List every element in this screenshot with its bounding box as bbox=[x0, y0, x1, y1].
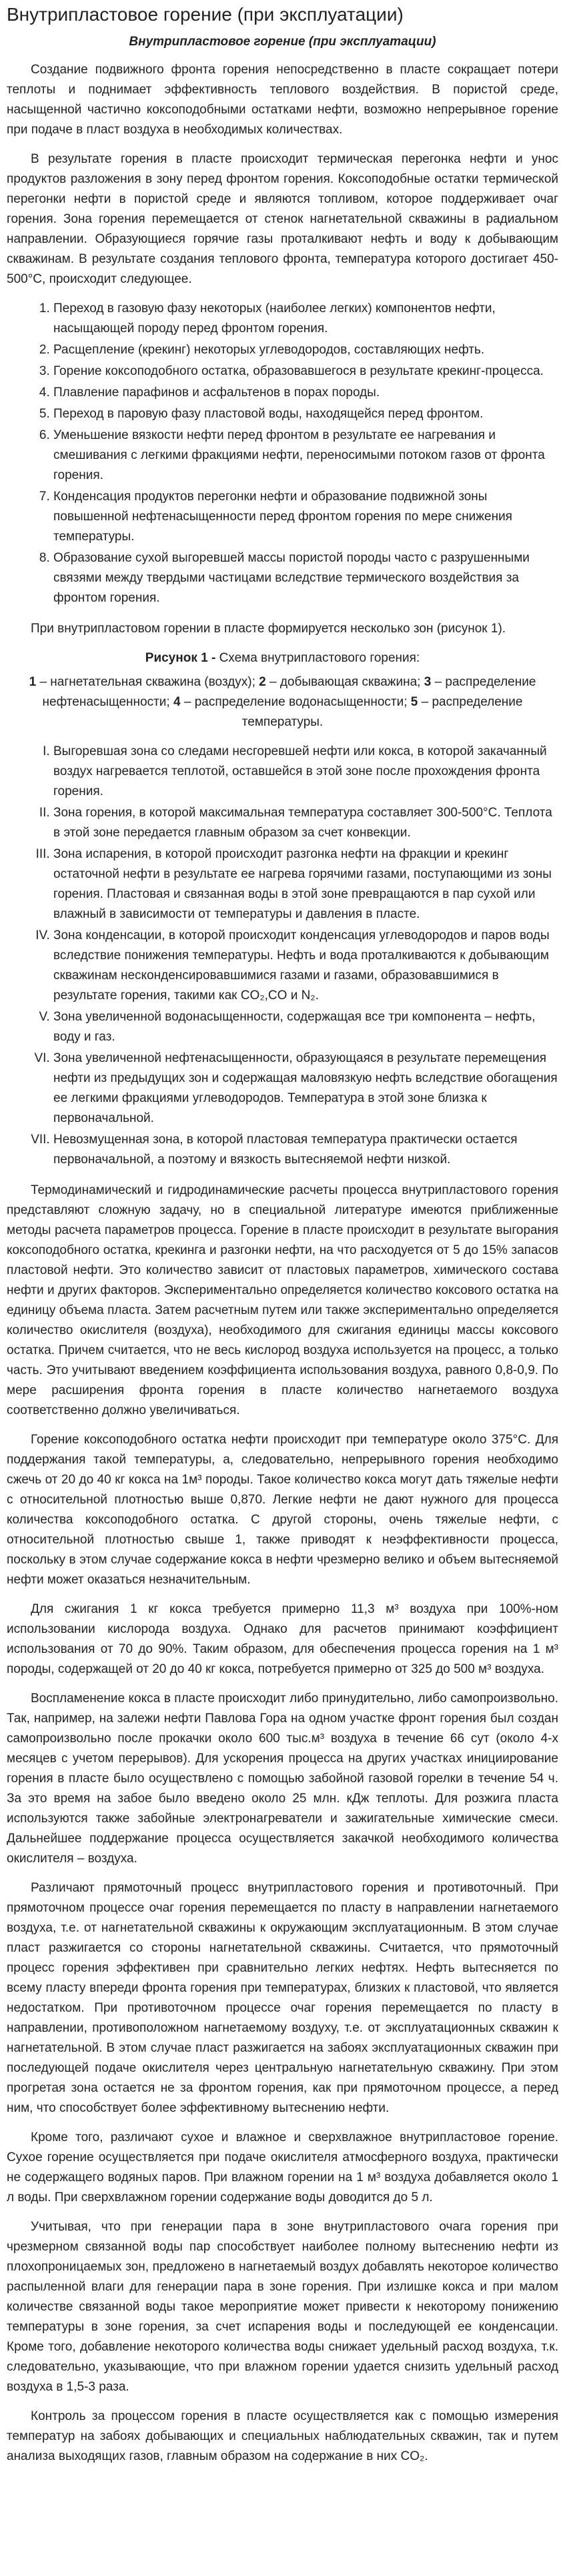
list-item: 1. Переход в газовую фазу некоторых (наиболее легких) компонентов нефти, насыщающей породу перед фронтом горения. bbox=[53, 299, 558, 339]
process-intro-paragraph: В результате горения в пласте происходит термическая перегонка нефти и унос продуктов разложения в зону перед фронтом горения. Коксоподобные остатки термической перегонки нефти в пористой среде и являются топливом, которое поддерживает очаг горения. Зона горения перемещается от стенок нагнетательной скважины в радиальном направлении. Образующиеся горячие газы проталкивают нефть и воду к добывающим скважинам. В результате создания теплового фронта, температура которого достигает 450-500°С, происходит следующее. bbox=[7, 152, 558, 286]
list-item: 2. Расщепление (крекинг) некоторых углеводородов, составляющих нефть. bbox=[53, 340, 558, 360]
document-page bbox=[0, 3, 565, 2467]
list-item: III. Зона испарения, в которой происходит разгонка нефти на фракции и крекинг остаточной нефти в результате ее нагрева горячими газами, поступающими из зоны горения. Пластовая и связанная воды в этой зоне превращаются в пар сухой или влажный в зависимости от температуры и давления в пласте. bbox=[53, 844, 558, 924]
body-paragraph: Термодинамический и гидродинамические расчеты процесса внутрипластового горения представляют сложную задачу, но в специальной литературе имеются приближенные методы расчета параметров процесса. Горение в пласте происходит в результате выгорания коксоподобного остатка, крекинга и разгонки нефти, на что расходуется от 5 до 15% запасов пластовой нефти. Это количество зависит от пластовых параметров, химического состава нефти и других факторов. Экспериментально определяется количество коксового остатка на единицу объема пласта. Затем расчетным путем или также экспериментально определяется количество окислителя (воздуха), необходимого для сжигания единицы массы коксового остатка. Причем считается, что не весь кислород воздуха используется на процесс, а только часть. Это учитывают введением коэффициента использования воздуха, равного 0,8-0,9. По мере расширения фронта горения в пласте количество нагнетаемого воздуха соответственно должно увеличиваться. bbox=[7, 1183, 558, 1417]
caption-text: – распределение температуры. bbox=[241, 695, 523, 729]
list-item: 5. Переход в паровую фазу пластовой воды, находящейся перед фронтом. bbox=[53, 404, 558, 424]
body-paragraph: Контроль за процессом горения в пласте осуществляется как с помощью измерения температур на забоях добывающих и специальных наблюдательных скважин, так и путем анализа выходящих газов, главным образом на содержание в них CO₂. bbox=[7, 2409, 558, 2463]
caption-num: 3 bbox=[424, 675, 432, 689]
body-paragraph: Различают прямоточный процесс внутрипластового горения и противоточный. При прямоточном процессе очаг горения перемещается по пласту в направлении нагнетаемого воздуха, т.е. от нагнетательной скважины к окружающим эксплуатационным. В этом случае пласт разжигается со стороны нагнетательной скважины. Считается, что прямоточный процесс горения эффективен при сравнительно легких нефтях. Нефть вытесняется по всему пласту впереди фронта горения при температурах, близких к пластовой, что является недостатком. При противоточном процессе очаг горения перемещается по пласту в направлении, противоположном нагнетаемому воздуху, т.е. от эксплуатационных скважин к нагнетательной. В этом случае пласт разжигается на забоях эксплуатационных скважин при последующей подаче окислителя через центральную нагнетательную скважину. При этом прогретая зона остается не за фронтом горения, как при прямоточном процессе, а перед ним, что способствует более эффективному вытеснению нефти. bbox=[7, 1881, 558, 2115]
list-item: 6. Уменьшение вязкости нефти перед фронтом в результате ее нагревания и смешивания с легкими фракциями нефти, переносимыми потоком газов от фронта горения. bbox=[53, 426, 558, 486]
caption-text: – добывающая скважина; bbox=[269, 675, 421, 689]
caption-num: 4 bbox=[173, 695, 181, 709]
body-paragraph: Кроме того, различают сухое и влажное и сверхвлажное внутрипластовое горение. Сухое горение осуществляется при подаче окислителя атмосферного воздуха, практически не содержащего водяных паров. При влажном горении на 1 м³ воздуха добавляется около 1 л воды. При сверхвлажном горении содержание воды доводится до 5 л. bbox=[7, 2130, 558, 2204]
caption-text: – распределение водонасыщенности; bbox=[183, 695, 408, 709]
list-item: VII. Невозмущенная зона, в которой пластовая температура практически остается первоначальной, а поэтому и вязкость вытесняемой нефти низкой. bbox=[53, 1130, 558, 1170]
list-item: I. Выгоревшая зона со следами несгоревшей нефти или кокса, в которой закачанный воздух нагревается теплотой, оставшейся в этой зоне после прохождения фронта горения. bbox=[53, 742, 558, 802]
intro-paragraph: Создание подвижного фронта горения непосредственно в пласте сокращает потери теплоты и поднимает эффективность теплового воздействия. В пористой среде, насыщенной частично коксоподобными остатками нефти, возможно непрерывное горение при подаче в пласт воздуха в необходимых количествах. bbox=[7, 63, 558, 137]
caption-num: 5 bbox=[410, 695, 418, 709]
list-item: 3. Горение коксоподобного остатка, образовавшегося в результате крекинг-процесса. bbox=[53, 362, 558, 382]
figure-title bbox=[7, 648, 558, 668]
caption-num: 1 bbox=[29, 675, 37, 689]
body-paragraph: Учитывая, что при генерации пара в зоне внутрипластового очага горения при чрезмерном связанной воды пар способствует наиболее полному вытеснению нефти из плохопроницаемых зон, предложено в нагнетаемый воздух добавлять некоторое количество распыленной влаги для генерации пара в зоне горения. При излишке кокса и при малом количестве связанной воды такое мероприятие может привести к некоторому понижению температуры в зоне горения, за счет испарения воды и последующей ее конденсации. Кроме того, добавление некоторого количества воды снижает удельный расход воздуха, т.к. следовательно, указывающие, что при влажном горении удается снизить удельный расход воздуха в 1,5-3 раза. bbox=[7, 2220, 558, 2394]
body-paragraph: Горение коксоподобного остатка нефти происходит при температуре около 375°С. Для поддержания такой температуры, а, следовательно, непрерывного горения необходимо сжечь от 20 до 40 кг кокса на 1м³ породы. Такое количество кокса могут дать тяжелые нефти с относительной плотностью выше 0,870. Легкие нефти не дают нужного для процесса количества коксоподобного остатка. С другой стороны, очень тяжелые нефти, с относительной плотностью свыше 1, также приводят к неэффективности процесса, поскольку в этом случае содержание кокса в нефти чрезмерно велико и объем вытесняемой нефти может оказаться незначительным. bbox=[7, 1433, 558, 1587]
caption-text: – нагнетательная скважина (воздух); bbox=[39, 675, 255, 689]
list-item: IV. Зона конденсации, в которой происходит конденсация углеводородов и паров воды вследствие понижения температуры. Нефть и вода проталкиваются к добывающим скважинам несконденсировавшимися газами и газами, образовавшимися в результате горения, такими как CO₂,CO и N₂. bbox=[53, 926, 558, 1006]
figure-title-text: Схема внутрипластового горения: bbox=[219, 651, 420, 665]
list-item: II. Зона горения, в которой максимальная температура составляет 300-500°С. Теплота в этой зоне передается главным образом за счет конвекции. bbox=[53, 803, 558, 843]
zones-list bbox=[7, 742, 558, 1170]
body-paragraph: Воспламенение кокса в пласте происходит либо принудительно, либо самопроизвольно. Так, например, на залежи нефти Павлова Гора на одном участке фронт горения был создан самопроизвольно после прокачки около 600 тыс.м³ воздуха в течение 66 сут (около 4-х месяцев с учетом перерывов). Для ускорения процесса на других участках инициирование горения в пласте было осуществлено с помощью забойной газовой горелки в течение 54 ч. За это время на забое было введено около 25 млн. кДж теплоты. Для розжига пласта используются также забойные электронагреватели и зажигательные химические смеси. Дальнейшее поддержание процесса осуществляется закачкой необходимого количества окислителя – воздуха. bbox=[7, 1692, 558, 1866]
list-item: 4. Плавление парафинов и асфальтенов в порах породы. bbox=[53, 383, 558, 403]
page-title: Внутрипластовое горение (при эксплуатации) bbox=[7, 4, 404, 25]
figure-label: Рисунок 1 - bbox=[145, 651, 216, 665]
body-paragraph: Для сжигания 1 кг кокса требуется примерно 11,3 м³ воздуха при 100%-ном использовании кислорода воздуха. Однако для расчетов принимают коэффициент использования от 70 до 90%. Таким образом, для обеспечения процесса горения на 1 м³ породы, содержащей от 20 до 40 кг кокса, потребуется примерно от 325 до 500 м³ воздуха. bbox=[7, 1602, 558, 1676]
zones-intro-paragraph: При внутрипластовом горении в пласте формируется несколько зон (рисунок 1). bbox=[31, 622, 506, 636]
process-steps-list bbox=[7, 299, 558, 608]
list-item: V. Зона увеличенной водонасыщенности, содержащая все три компонента – нефть, воду и газ. bbox=[53, 1007, 558, 1047]
caption-num: 2 bbox=[259, 675, 266, 689]
list-item: VI. Зона увеличенной нефтенасыщенности, образующаяся в результате перемещения нефти из предыдущих зон и содержащая маловязкую нефть вследствие обогащения ее легкими фракциями углеводородов. Температура в этой зоне близка к первоначальной. bbox=[53, 1049, 558, 1129]
caption-text: – распределение нефтенасыщенности; bbox=[42, 675, 536, 709]
list-item: 7. Конденсация продуктов перегонки нефти и образование подвижной зоны повышенной нефтенасыщенности перед фронтом горения по мере снижения температуры. bbox=[53, 487, 558, 547]
figure-caption bbox=[27, 672, 538, 732]
list-item: 8. Образование сухой выгоревшей массы пористой породы часто с разрушенными связями между твердыми частицами вследствие термического воздействия за фронтом горения. bbox=[53, 548, 558, 608]
document-subtitle: Внутрипластовое горение (при эксплуатации) bbox=[129, 35, 436, 49]
